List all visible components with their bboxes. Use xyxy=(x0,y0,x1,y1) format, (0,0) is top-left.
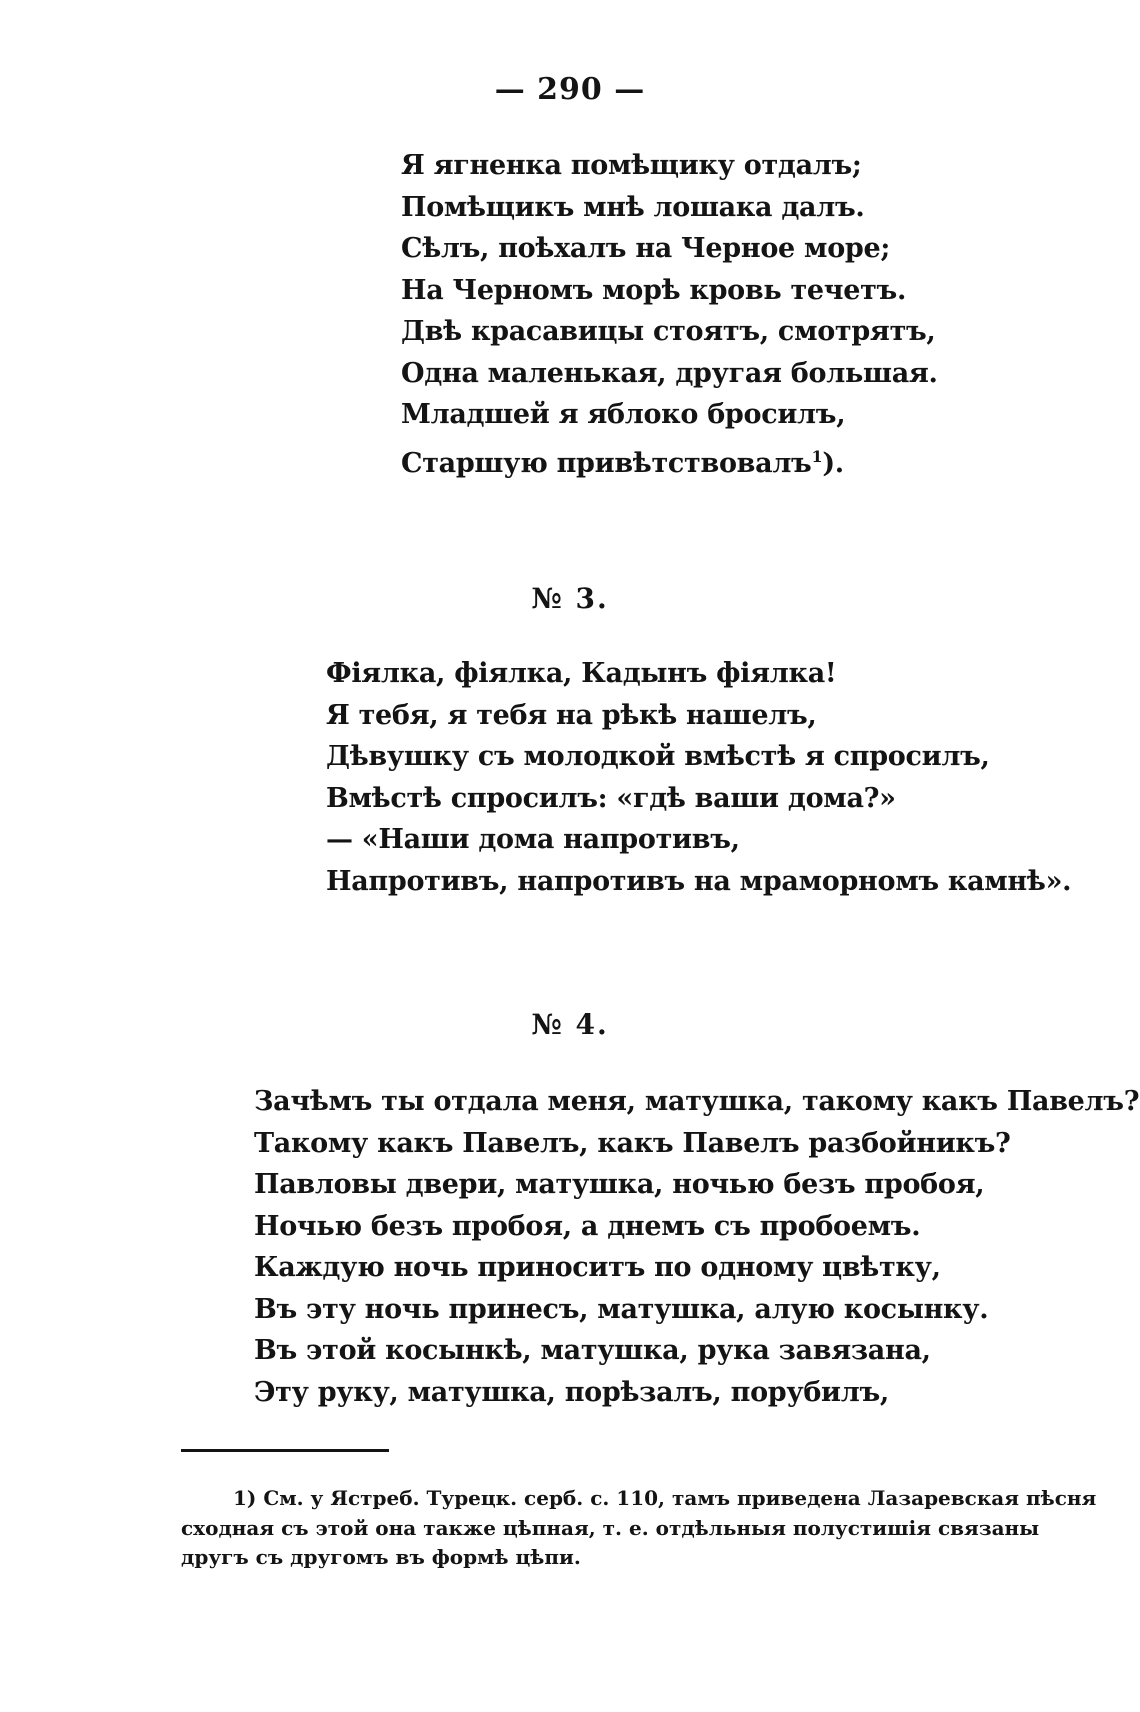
verse-line: Одна маленькая, другая большая. xyxy=(401,357,938,389)
verse-line: Я ягненка помѣщику отдалъ; xyxy=(401,150,862,181)
verse-line: Ночью безъ пробоя, а днемъ съ пробоемъ. xyxy=(254,1210,921,1242)
verse-line: Сѣлъ, поѣхалъ на Черное море; xyxy=(401,233,891,264)
verse-line: Такому какъ Павелъ, какъ Павелъ разбойникъ? xyxy=(254,1127,1011,1159)
footnote xyxy=(181,1484,1097,1573)
verse-line: Дѣвушку съ молодкой вмѣстѣ я спросилъ, xyxy=(326,741,990,772)
verse-line: Вмѣстѣ спросилъ: «гдѣ ваши дома?» xyxy=(326,782,896,814)
verse-line: Эту руку, матушка, порѣзалъ, порубилъ, xyxy=(254,1376,890,1408)
poem-stanza-1 xyxy=(401,145,938,484)
verse-line: Зачѣмъ ты отдала меня, матушка, такому какъ Павелъ? xyxy=(254,1086,1140,1117)
footnote-line: другъ съ другомъ въ формѣ цѣпи. xyxy=(181,1545,581,1569)
verse-line: Напротивъ, напротивъ на мраморномъ камнѣ». xyxy=(326,865,1072,897)
verse-line-ending: ). xyxy=(822,447,844,479)
footnote-reference-mark: 1 xyxy=(811,446,823,466)
verse-line-with-footnote xyxy=(401,436,938,485)
verse-line: — «Наши дома напротивъ, xyxy=(326,824,740,855)
verse-line-text: Старшую привѣтствовалъ xyxy=(401,447,812,479)
verse-line: Фіялка, фіялка, Кадынъ фіялка! xyxy=(326,658,837,689)
verse-line: Двѣ красавицы стоятъ, смотрятъ, xyxy=(401,316,936,347)
section-heading-4: № 4. xyxy=(531,1008,609,1041)
verse-line: Помѣщикъ мнѣ лошака далъ. xyxy=(401,191,865,223)
verse-line: Каждую ночь приноситъ по одному цвѣтку, xyxy=(254,1252,941,1283)
verse-line: Я тебя, я тебя на рѣкѣ нашелъ, xyxy=(326,699,817,731)
verse-line: Въ этой косынкѣ, матушка, рука завязана, xyxy=(254,1335,931,1366)
verse-line: Младшей я яблоко бросилъ, xyxy=(401,399,846,430)
verse-line: Въ эту ночь принесъ, матушка, алую косынку. xyxy=(254,1293,989,1325)
page-number: — 290 — xyxy=(494,72,646,107)
verse-line: На Черномъ морѣ кровь течетъ. xyxy=(401,274,907,306)
footnote-divider xyxy=(181,1449,389,1452)
verse-line: Павловы двери, матушка, ночью безъ пробоя, xyxy=(254,1169,985,1200)
poem-stanza-3 xyxy=(326,653,1071,902)
footnote-line: 1) См. у Ястреб. Турецк. серб. с. 110, тамъ приведена Лазаревская пѣсня xyxy=(233,1486,1097,1510)
poem-stanza-4 xyxy=(254,1081,1139,1413)
footnote-line: сходная съ этой она также цѣпная, т. е. отдѣльныя полустишія связаны xyxy=(181,1515,1040,1540)
section-heading-3: № 3. xyxy=(531,582,609,615)
